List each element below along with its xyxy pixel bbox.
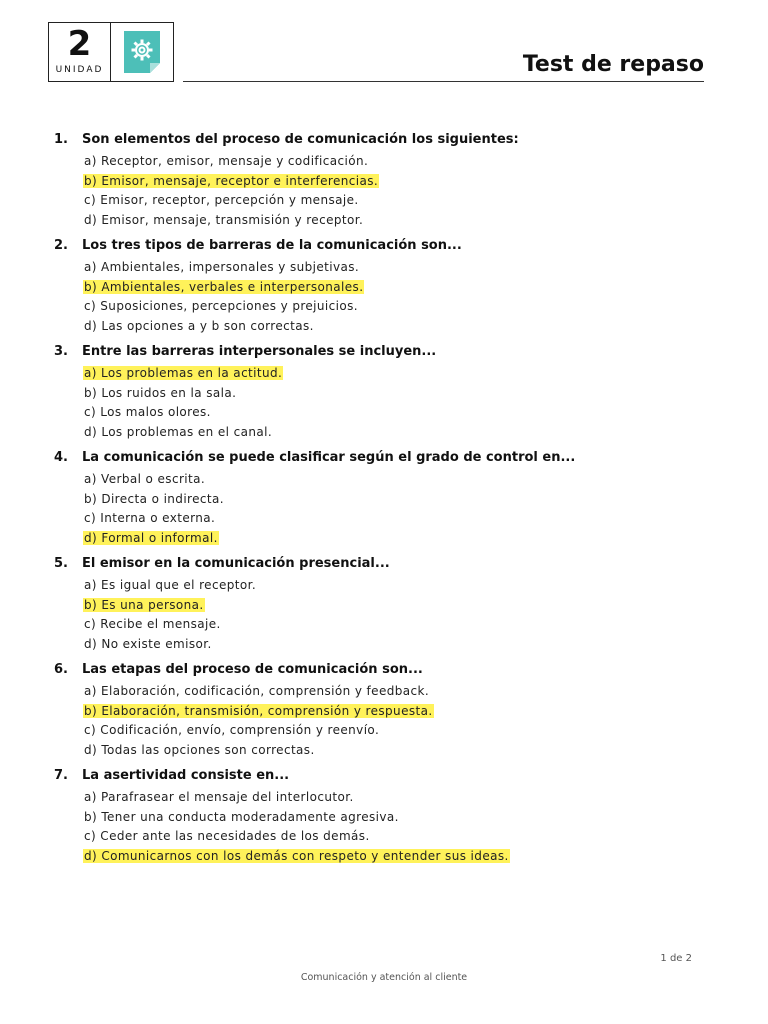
answer-option-text: d) Comunicarnos con los demás con respeto y entender sus ideas. xyxy=(84,848,509,863)
question-text: El emisor en la comunicación presencial... xyxy=(82,556,390,571)
answer-option-text: b) Es una persona. xyxy=(84,597,204,612)
question-heading xyxy=(54,342,714,362)
answer-option-highlighted xyxy=(54,278,714,298)
question-item xyxy=(54,660,714,760)
answer-option-text: d) No existe emisor. xyxy=(84,636,212,651)
unit-badge xyxy=(48,22,174,82)
answer-option xyxy=(54,576,714,596)
answer-option xyxy=(54,490,714,510)
answer-option-text: b) Emisor, mensaje, receptor e interferencias. xyxy=(84,173,379,188)
unit-number: 2 xyxy=(67,24,92,64)
answer-option xyxy=(54,470,714,490)
answer-option xyxy=(54,297,714,317)
answer-option xyxy=(54,808,714,828)
answer-option-text: b) Los ruidos en la sala. xyxy=(84,385,237,400)
question-number: 4. xyxy=(54,450,68,465)
page-title: Test de repaso xyxy=(522,52,704,77)
answer-option xyxy=(54,615,714,635)
answer-option-text: c) Los malos olores. xyxy=(84,405,211,419)
answer-option-highlighted xyxy=(54,529,714,549)
answer-option-text: c) Suposiciones, percepciones y prejuicios. xyxy=(84,299,358,313)
answer-option-highlighted xyxy=(54,364,714,384)
answer-option xyxy=(54,258,714,278)
answer-option xyxy=(54,635,714,655)
question-number: 6. xyxy=(54,662,68,677)
answer-option-text: d) Las opciones a y b son correctas. xyxy=(84,318,314,333)
answer-option-text: d) Emisor, mensaje, transmisión y receptor. xyxy=(84,212,364,227)
question-heading xyxy=(54,660,714,680)
answer-option-text: b) Tener una conducta moderadamente agresiva. xyxy=(84,809,399,824)
answer-option-text: d) Formal o informal. xyxy=(84,530,218,545)
answer-option-text: a) Ambientales, impersonales y subjetivas. xyxy=(84,260,360,274)
answer-option-text: b) Elaboración, transmisión, comprensión y respuesta. xyxy=(84,703,433,718)
answer-option xyxy=(54,152,714,172)
question-item xyxy=(54,766,714,866)
header-divider xyxy=(183,81,704,82)
question-text: Los tres tipos de barreras de la comunicación son... xyxy=(82,238,462,253)
gear-icon xyxy=(124,31,160,73)
answer-option xyxy=(54,211,714,231)
answer-option-highlighted xyxy=(54,702,714,722)
answer-option-text: d) Todas las opciones son correctas. xyxy=(84,742,315,757)
question-text: Entre las barreras interpersonales se incluyen... xyxy=(82,344,437,359)
answer-option xyxy=(54,509,714,529)
answer-option xyxy=(54,384,714,404)
answer-option-highlighted xyxy=(54,596,714,616)
answer-option xyxy=(54,423,714,443)
answer-option-text: a) Receptor, emisor, mensaje y codificación. xyxy=(84,154,369,168)
answer-option-text: a) Es igual que el receptor. xyxy=(84,578,257,592)
question-item xyxy=(54,448,714,548)
question-item xyxy=(54,236,714,336)
question-heading xyxy=(54,554,714,574)
answer-option-text: c) Emisor, receptor, percepción y mensaje. xyxy=(84,193,359,207)
answer-option-highlighted xyxy=(54,847,714,867)
question-number: 2. xyxy=(54,238,68,253)
answer-option-text: b) Ambientales, verbales e interpersonales. xyxy=(84,279,364,294)
answer-option xyxy=(54,403,714,423)
question-item xyxy=(54,342,714,442)
answer-option-text: c) Ceder ante las necesidades de los demás. xyxy=(84,829,370,843)
question-number: 1. xyxy=(54,132,68,147)
question-item xyxy=(54,130,714,230)
answer-option-text: c) Interna o externa. xyxy=(84,511,216,525)
question-heading xyxy=(54,130,714,150)
unit-label: UNIDAD xyxy=(55,65,104,75)
answer-option-text: b) Directa o indirecta. xyxy=(84,491,224,506)
answer-option-text: a) Parafrasear el mensaje del interlocutor. xyxy=(84,790,354,804)
answer-option xyxy=(54,741,714,761)
answer-option xyxy=(54,682,714,702)
answer-option-text: a) Verbal o escrita. xyxy=(84,472,206,486)
answer-option xyxy=(54,788,714,808)
answer-option xyxy=(54,317,714,337)
answer-option xyxy=(54,721,714,741)
answer-option-text: c) Codificación, envío, comprensión y reenvío. xyxy=(84,723,380,737)
unit-number-box xyxy=(49,23,111,81)
answer-option xyxy=(54,191,714,211)
question-text: La comunicación se puede clasificar según el grado de control en... xyxy=(82,450,576,465)
question-number: 3. xyxy=(54,344,68,359)
answer-option-text: c) Recibe el mensaje. xyxy=(84,617,221,631)
question-item xyxy=(54,554,714,654)
question-heading xyxy=(54,236,714,256)
question-text: Las etapas del proceso de comunicación son... xyxy=(82,662,423,677)
question-heading xyxy=(54,766,714,786)
question-text: La asertividad consiste en... xyxy=(82,768,290,783)
answer-option-highlighted xyxy=(54,172,714,192)
page-number: 1 de 2 xyxy=(660,953,692,964)
question-text: Son elementos del proceso de comunicación los siguientes: xyxy=(82,132,519,147)
unit-icon-box xyxy=(111,23,173,81)
answer-option-text: d) Los problemas en el canal. xyxy=(84,424,273,439)
answer-option-text: a) Los problemas en la actitud. xyxy=(84,366,283,380)
question-number: 7. xyxy=(54,768,68,783)
question-list xyxy=(54,130,714,872)
question-heading xyxy=(54,448,714,468)
question-number: 5. xyxy=(54,556,68,571)
answer-option xyxy=(54,827,714,847)
footer-text: Comunicación y atención al cliente xyxy=(300,972,468,983)
answer-option-text: a) Elaboración, codificación, comprensión y feedback. xyxy=(84,684,430,698)
